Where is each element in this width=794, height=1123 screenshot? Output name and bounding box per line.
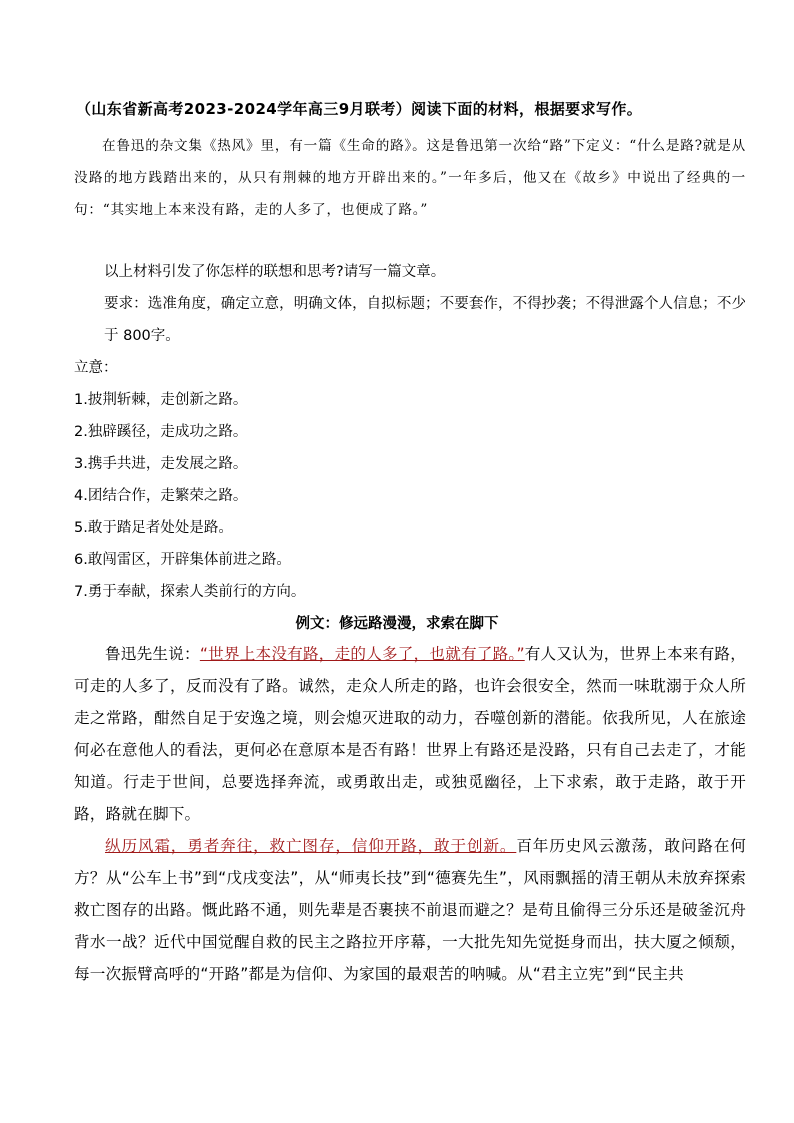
theme-list (74, 384, 305, 608)
material-indent (74, 138, 102, 154)
writing-requirements: 要求：选准角度，确定立意，明确文体，自拟标题；不要套作，不得抄袭；不得泄露个人信息；不少于 800字。 (104, 296, 746, 344)
theme-item: 2.独辟蹊径，走成功之路。 (74, 424, 248, 440)
theme-item: 3.携手共进，走发展之路。 (74, 456, 248, 472)
essay-p1-lead: 鲁迅先生说： (105, 645, 200, 663)
theme-label: 立意： (74, 360, 118, 376)
essay-p1-body: 有人又认为，世界上本来有路，可走的人多了，反而没有了路。诚然，走众人所走的路，也许会很安全，然而一味耽溺于众人所走之常路，酣然自足于安逸之境，则会熄灭进取的动力，吞噬创新的潜能。依我所见，人在旅途何必在意他人的看法，更何必在意原本是否有路！世界上有路还是没路，只有自己去走了，才能知道。行走于世间，总要选择奔流，或勇敢出走，或独觅幽径，上下求索，敢于走路，敢于开路，路就在脚下。 (74, 645, 746, 823)
theme-item: 4.团结合作，走繁荣之路。 (74, 488, 248, 504)
essay-p2-body: 百年历史风云激荡，敢问路在何方？从“公车上书”到“戊戌变法”，从“师夷长技”到“德赛先生”，风雨飘摇的清王朝从未放弃探索救亡图存的出路。慨此路不通，则先辈是否裹挟不前退而避之？是苟且偷得三分乐还是破釜沉舟背水一战？近代中国觉醒自救的民主之路拉开序幕，一大批先知先觉挺身而出，扶大厦之倾颓，每一次振臂高呼的“开路”都是为信仰、为家国的最艰苦的呐喊。从“君主立宪”到“民主共 (74, 837, 746, 983)
question-heading: （山东省新高考2023-2024学年高三9月联考）阅读下面的材料，根据要求写作。 (76, 100, 643, 118)
theme-item: 6.敢闯雷区，开辟集体前进之路。 (74, 552, 291, 568)
essay-paragraph-2 (74, 830, 746, 990)
essay-paragraph-1 (74, 638, 746, 830)
source-material (74, 130, 746, 226)
essay-p1-quote: “世界上本没有路，走的人多了，也就有了路。” (199, 645, 525, 663)
writing-prompt: 以上材料引发了你怎样的联想和思考?请写一篇文章。 (104, 264, 446, 280)
theme-item: 5.敢于踏足者处处是路。 (74, 520, 233, 536)
essay-title: 例文：修远路漫漫，求索在脚下 (295, 616, 499, 632)
theme-item: 1.披荆斩棘，走创新之路。 (74, 392, 248, 408)
essay-p2-topic-sentence: 纵历风霜，勇者奔往，救亡图存，信仰开路，敢于创新。 (105, 837, 517, 855)
theme-item: 7.勇于奉献，探索人类前行的方向。 (74, 584, 306, 600)
material-text: 在鲁迅的杂文集《热风》里，有一篇《生命的路》。这是鲁迅第一次给“路”下定义：“什么是路?就是从没路的地方践踏出来的，从只有荆棘的地方开辟出来的。”一年多后，他又在《故乡》中说出了经典的一句：“其实地上本来没有路，走的人多了，也便成了路。” (74, 138, 746, 218)
